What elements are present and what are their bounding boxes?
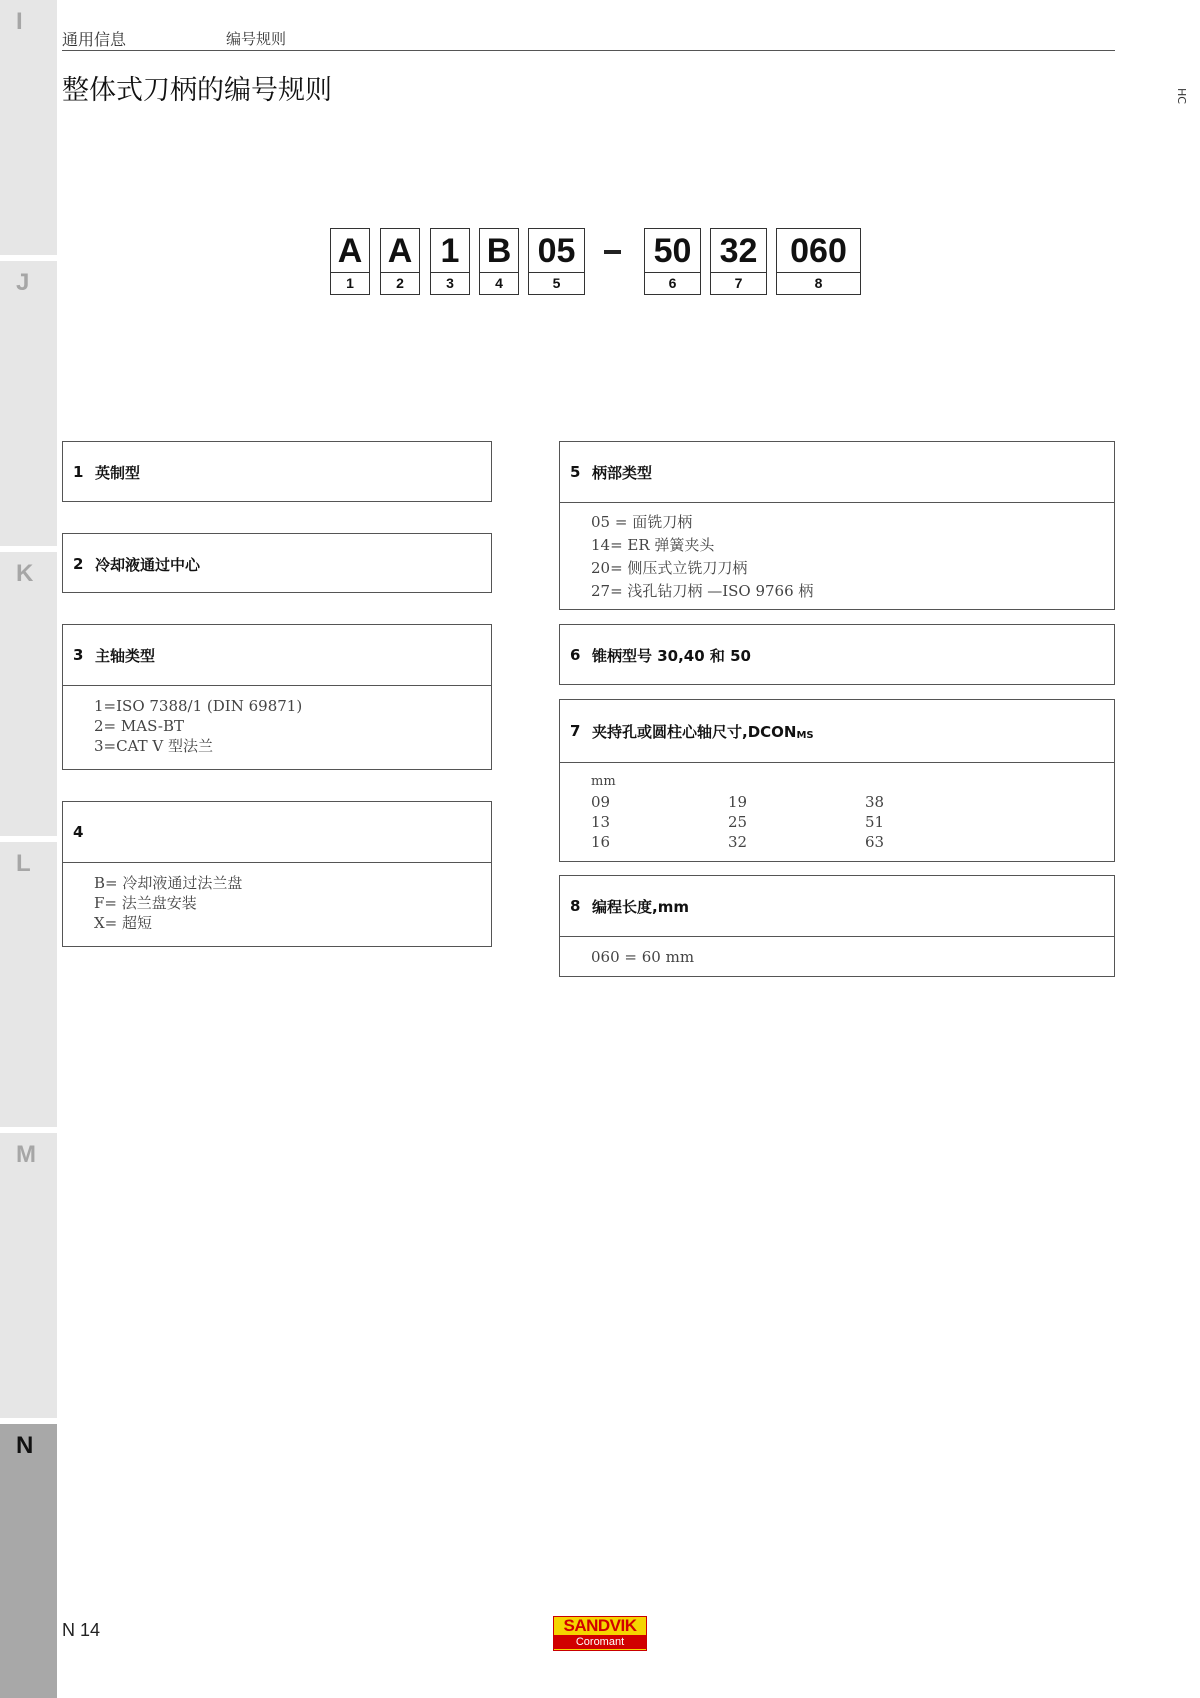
code-position-2: [380, 228, 420, 295]
box-body: [560, 503, 1114, 603]
box-line: X= 超短: [94, 914, 153, 932]
code-position-1: [330, 228, 370, 295]
box-header: [63, 534, 491, 594]
box-line: 20= 侧压式立铣刀刀柄: [591, 559, 748, 577]
header-section: 通用信息: [62, 30, 127, 49]
code-position-8: [776, 228, 861, 295]
box-5-shank-type: [559, 441, 1115, 610]
side-tab-label: L: [16, 850, 31, 877]
box-4-variant: [62, 801, 492, 947]
side-tab-label: N: [16, 1432, 34, 1459]
box-7-bore-diameter: [559, 699, 1115, 862]
diameter-value: 19: [728, 793, 748, 811]
side-tab-n[interactable]: [0, 1424, 57, 1698]
code-char: A: [381, 229, 419, 273]
code-position-4: [479, 228, 519, 295]
code-num: 3: [446, 275, 454, 291]
box-num: 3: [73, 646, 84, 664]
box-num: 5: [570, 463, 581, 481]
box-title: 夹持孔或圆柱心轴尺寸,DCON: [592, 722, 797, 741]
box-line: 2= MAS-BT: [94, 717, 184, 735]
code-char: 50: [645, 229, 700, 273]
code-position-5: [528, 228, 585, 295]
side-tab-label: I: [16, 8, 23, 35]
box-num: 7: [570, 722, 581, 740]
box-header: [63, 802, 491, 863]
code-position-6: [644, 228, 701, 295]
code-position-7: [710, 228, 767, 295]
header-subsection: 编号规则: [226, 30, 287, 48]
box-title: 英制型: [95, 463, 141, 482]
box-num: 4: [73, 823, 84, 841]
diameter-value: 51: [865, 813, 885, 831]
code-char: 1: [431, 229, 469, 273]
box-num: 8: [570, 897, 581, 915]
box-header: [560, 700, 1114, 763]
code-char: 060: [777, 229, 860, 273]
diameter-value: 16: [591, 833, 611, 851]
page-number: N 14: [62, 1620, 101, 1640]
code-num: 5: [552, 275, 561, 291]
side-tab-label: K: [16, 560, 34, 587]
code-char: 05: [529, 229, 584, 273]
code-char: A: [331, 229, 369, 273]
diameter-value: 32: [728, 833, 748, 851]
box-line: B= 冷却液通过法兰盘: [94, 874, 243, 892]
box-body: [63, 863, 491, 933]
box-line: 060 = 60 mm: [591, 948, 695, 966]
code-char: 32: [711, 229, 766, 273]
box-title: 柄部类型: [592, 463, 653, 482]
code-num: 1: [346, 275, 354, 291]
box-3-spindle-type: [62, 624, 492, 770]
box-header: [560, 625, 1114, 685]
logo-brand: SANDVIK: [563, 1616, 637, 1635]
box-line: 05 = 面铣刀柄: [591, 513, 693, 531]
box-header: [560, 442, 1114, 503]
box-body: [63, 686, 491, 756]
box-title: 锥柄型号 30,40 和 50: [592, 646, 751, 665]
box-body: [560, 937, 1114, 967]
box-title: 编程长度,mm: [592, 897, 689, 916]
diameter-value: 25: [728, 813, 748, 831]
box-num: 2: [73, 555, 84, 573]
box-num: 6: [570, 646, 581, 664]
box-line: 1=ISO 7388/1 (DIN 69871): [94, 697, 303, 715]
box-1-imperial: [62, 441, 492, 502]
logo-subbrand: Coromant: [554, 1635, 646, 1649]
side-tab-label: M: [16, 1141, 36, 1168]
side-tab-m[interactable]: [0, 1133, 57, 1418]
diameter-value: 09: [591, 793, 611, 811]
code-num: 2: [396, 275, 404, 291]
code-position-3: [430, 228, 470, 295]
side-tab-j[interactable]: [0, 261, 57, 546]
code-num: 4: [495, 275, 503, 291]
box-num: 1: [73, 463, 84, 481]
box-title: 主轴类型: [95, 646, 156, 665]
diameter-grid: [591, 792, 1114, 852]
box-body: [560, 763, 1114, 852]
code-dash: [604, 250, 621, 254]
unit-label: mm: [591, 774, 616, 789]
box-title-subscript: MS: [796, 729, 814, 741]
diameter-value: 38: [865, 793, 885, 811]
side-tab-l[interactable]: [0, 842, 57, 1127]
box-2-coolant: [62, 533, 492, 593]
code-num: 7: [734, 275, 743, 291]
box-line: F= 法兰盘安装: [94, 894, 197, 912]
side-tab-k[interactable]: [0, 552, 57, 836]
side-tab-label: J: [16, 269, 30, 296]
side-tab-i[interactable]: [0, 0, 57, 255]
code-char: B: [480, 229, 518, 273]
box-header: [63, 442, 491, 502]
box-8-programming-length: [559, 875, 1115, 977]
box-title: 冷却液通过中心: [95, 555, 201, 574]
box-line: 14= ER 弹簧夹头: [591, 536, 715, 554]
diameter-value: 63: [865, 833, 885, 851]
diameter-value: 13: [591, 813, 611, 831]
code-num: 6: [668, 275, 677, 291]
box-line: 27= 浅孔钻刀柄 —ISO 9766 柄: [591, 582, 814, 600]
code-num: 8: [814, 275, 823, 291]
box-line: 3=CAT V 型法兰: [94, 737, 213, 755]
page-title: 整体式刀柄的编号规则: [62, 75, 332, 106]
box-6-taper-size: [559, 624, 1115, 685]
vertical-label: HC: [1175, 88, 1188, 104]
box-header: [560, 876, 1114, 937]
sandvik-logo: [553, 1616, 647, 1651]
header-divider: [62, 50, 1115, 51]
box-header: [63, 625, 491, 686]
